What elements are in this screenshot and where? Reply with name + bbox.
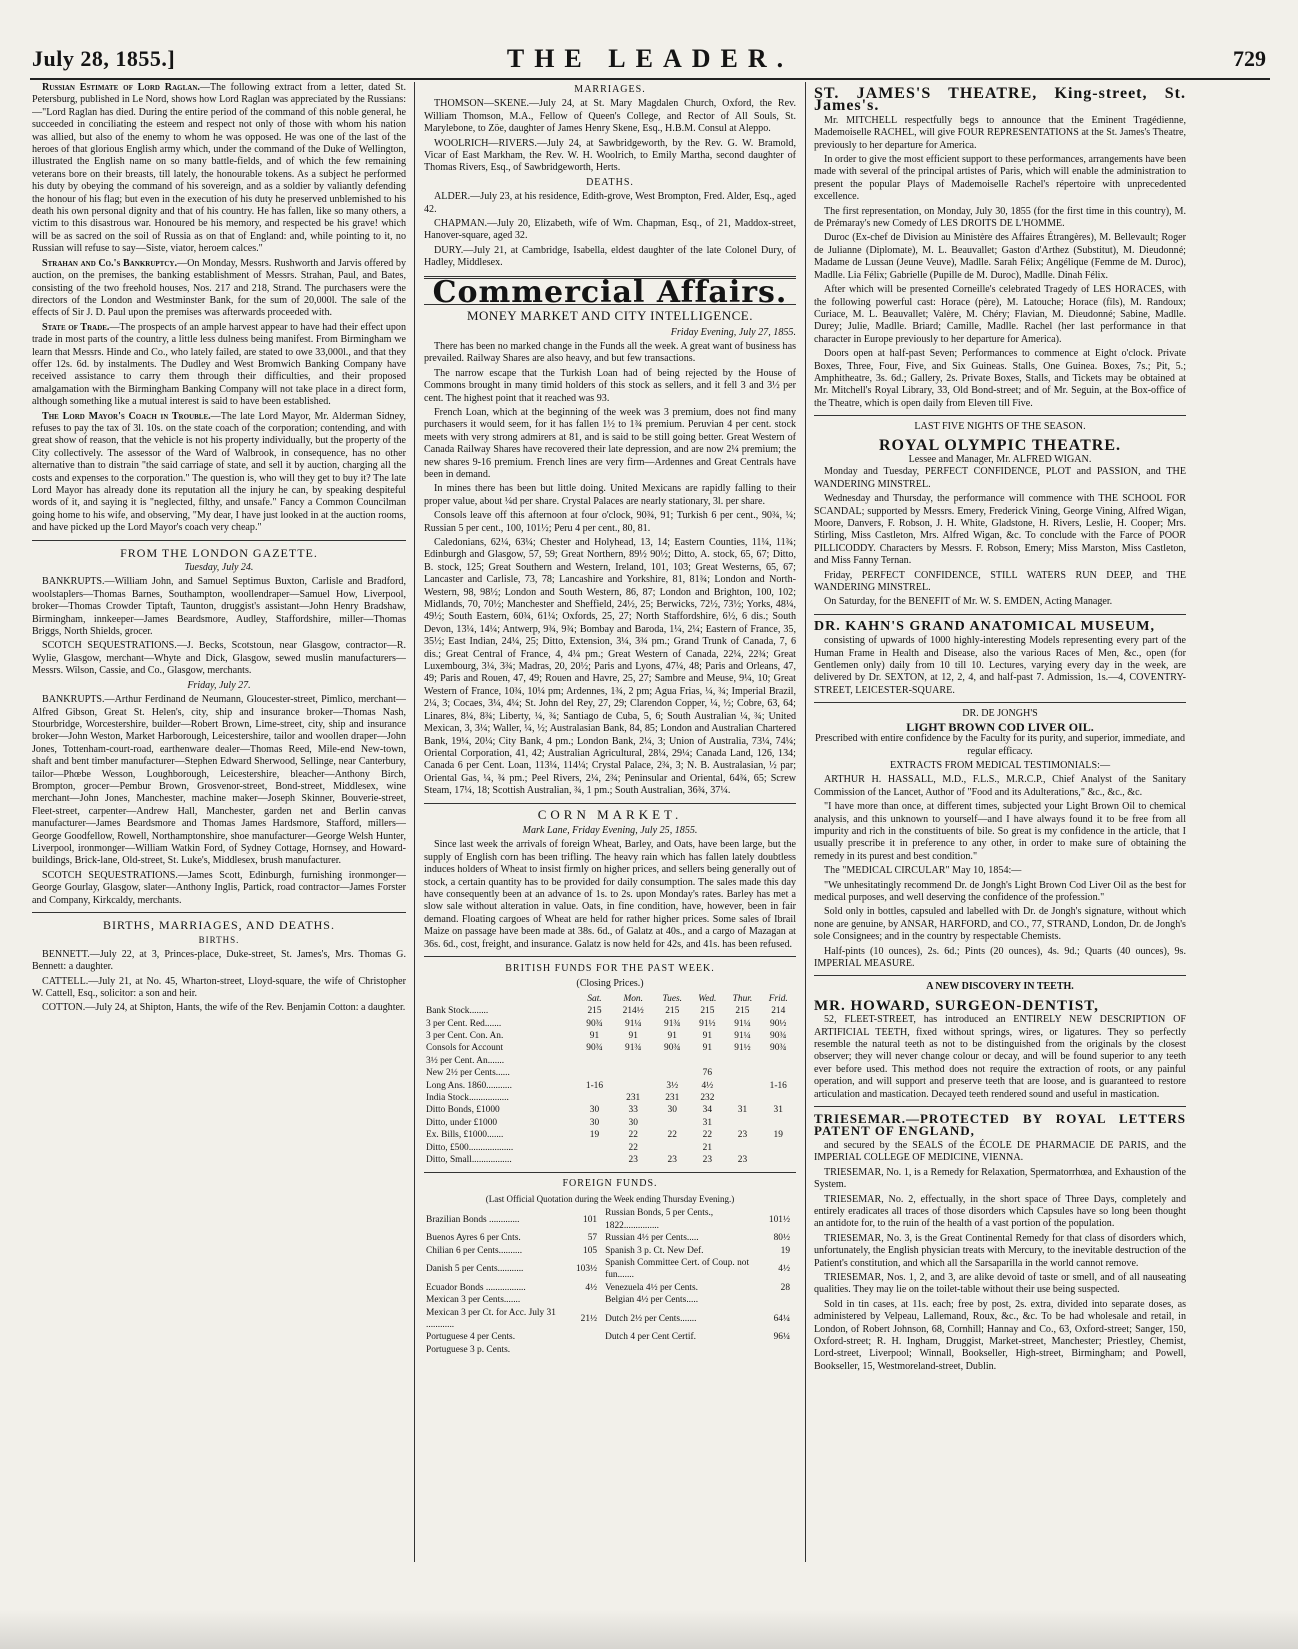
price-cell: 215 bbox=[665, 1006, 680, 1017]
price-cell bbox=[574, 1344, 603, 1356]
marriage-notice: THOMSON—SKENE.—July 24, at St. Mary Magdalen Church, Oxford, the Rev. William Thomson, M.A., Fellow of Queen's College, and Rector of All Souls, St. Marylebone, to Zöe, daughter of James Henry Skene, Esq., H.B.M. Consul at Aleppo. bbox=[424, 98, 796, 135]
ad-title: MR. HOWARD, SURGEON-DENTIST, bbox=[814, 997, 1099, 1014]
ad-text: consisting of upwards of 1000 highly-interesting Models representing every part of the Human Frame in Health and Disease, also the various Races of Men, &c., open (for Gentlemen only) daily from 10 till 10. Lectures, varying every day in the week, are delivered by Dr. SEXTON, at 12, 2, 4, and half-past 7. Admission, 1s.—4, COVENTRY-STREET, LEICESTER-SQUARE. bbox=[814, 635, 1186, 696]
fund-name-cell: India Stock................. bbox=[426, 1093, 509, 1104]
money-market-heading: MONEY MARKET AND CITY INTELLIGENCE. bbox=[466, 308, 754, 324]
ad-text: TRIESEMAR, No. 2, effectually, in the short space of Three Days, completely and entirely eradicates all traces of those disorders which Capsules have so long been thought an antidote for, to the ruin of the health of a vast portion of the population. bbox=[814, 1193, 1186, 1230]
ad-text: "We unhesitatingly recommend Dr. de Jongh's Light Brown Cod Liver Oil as the best for medical purposes, and well deserving the confidence of the profession." bbox=[814, 879, 1186, 903]
price-cell: 76 bbox=[702, 1068, 713, 1079]
british-funds-table bbox=[424, 993, 796, 1167]
table-row bbox=[424, 1142, 796, 1154]
ad-text: Wednesday and Thursday, the performance will commence with THE SCHOOL FOR SCANDAL; supported by Messrs. Emery, Frederick Vining, George Vining, Alfred Wigan, Moore, Danvers, F. Robson, J. H. White, Gladstone, H. Rivers, Leslie, H. Cooper; Mrs. Stirling, Miss Castleton, Mrs. Alfred Wigan, &c. To conclude with the Farce of POOR PILLICODDY. Characters by Messrs. F. Robson, Emery; Miss Marston, Miss Castleton, and Miss Fanny Ternan. bbox=[814, 493, 1186, 567]
fund-name-cell: Dutch 2½ per Cents....... bbox=[605, 1313, 697, 1324]
death-notice: DURY.—July 21, at Cambridge, Isabella, eldest daughter of the late Colonel Dury, of Hadley, Middlesex. bbox=[424, 244, 796, 269]
price-cell bbox=[760, 1117, 796, 1129]
ad-text: The first representation, on Monday, July 30, 1855 (for the first time in this country), M. de Prémaray's new Comedy of LES DROITS DE L'HOMME. bbox=[814, 205, 1186, 230]
price-cell: 19 bbox=[780, 1245, 790, 1256]
masthead bbox=[30, 42, 1270, 80]
table-row bbox=[424, 1092, 796, 1104]
article-body: —The following extract from a letter, dated St. Petersburg, published in Le Nord, shows how Lord Raglan was appreciated by the Russians:—"Lord Raglan has died. During the entire period of the command of this noble general, he succeeded in conciliating the esteem and respect not only of those with whom his nation was allied, but also of the enemy to whom he was opposed. He was one of the last of the heroes of that glorious English army which, under the command of the Duke of Wellington, illustrated the English name on so many battle-fields, and of which the few remaining veterans bore on their breasts, till lately, the honourable tokens. As a subject he performed his duty by obeying the command of his sovereign, and as a soldier by valiantly defending the honour of his flag; but even in the execution of his duty he preserved unblemished to his death his own personal dignity and that of his country. He has fallen, like so many others, a victim to this disastrous war. Honoured be his memory, and respected be his grave! which will be as sacred on the soil of Russia as on that of England: and, while pointing to it, no Russian will refuse to say—Siste, viator, heroem calces." bbox=[32, 82, 406, 255]
price-cell: 101 bbox=[583, 1214, 598, 1225]
price-cell: 91 bbox=[628, 1031, 638, 1042]
table-row bbox=[424, 1282, 796, 1294]
price-cell bbox=[612, 1055, 654, 1067]
price-cell: 28 bbox=[780, 1282, 790, 1293]
price-cell: 90¾ bbox=[664, 1043, 681, 1054]
price-cell: 31 bbox=[737, 1105, 748, 1116]
share-prices: Caledonians, 62¼, 63¼; Chester and Holyhead, 13, 14; Eastern Counties, 11¼, 11¾; Edinburgh and Glasgow, 57, 59; Great Northern, 89½ 90½; Ditto, A. stock, 65, 67; Ditto, B. stock, 125; Great Southern and Western, Ireland, 101, 103; Great Westerns, 65, 67; Lancaster and Carlisle, 73, 78; Lancashire and Yorkshire, 81, 81¾; London and North-Western, 98, 98½; London and South Western, 86, 87; London and Brighton, 100, 102; Midlands, 70, 70½; Manchester and Sheffield, 24½, 25; Berwicks, 72½, 73½; Yorks, 48¼, 49½; South Eastern, 60¾, 61¼; Oxfords, 25, 27; North Staffordshire, 6½, 6 dis.; South Devon, 13¼, 14¼; Antwerp, 9¾, 9¾; Bombay and Baroda, 1¼, 2¼; Eastern of France, 35, 35½; East Indian, 24¼, 25; Ditto, Extension, 3¼, 3¾ pm.; Grand Trunk of Canada, 7, 6 dis.; Great Central of France, 4, 4¼ pm.; Great Western of Canada, 22¼, 22¾; Great Luxembourg, 3¼, 3¾; Madras, 20, 20½; Paris and Lyons, 47¼, 48; Paris and Orleans, 47, 49; Paris and Rouen, 47, 49; Rouen and Havre, 25, 27; Sambre and Meuse, 9¼, 10; Great Western of France, 10¾, 10¼ pm; Ardennes, 1¾, 2 pm; Agua Frias, ¼, ¾; Imperial Brazil, 2¼, 3; Cocaes, 3¼, 4¼; St. John del Rey, 27, 29; Clarendon Copper, ¼, ½; Cobre, 63, 64; Linares, 8¼, 8¾; Liberty, ¼, ¾; Santiago de Cuba, 5, 6; South Australian ¼, ¾; United Mexican, 3, 3¼; Waller, ¼, ½; Australasian Bank, 84, 85; London and Australian Chartered Bank, 19¼, 20¼; City Bank, 4 pm.; London Bank, 2¼, 3; Union of Australia, 73¼, 74¼; Oriental Corporation, 41, 42; Australian Agricultural, 28¼, 29¼; Canada Land, 126, 134; Canada 6 per Cent. Loan, 113¼, 114¼; Crystal Palace, 2¾, 3; N. B. Australasian, ½ par; Oriental Gas, ¼, ¾ pm.; Peel Rivers, 2¼, 2¾; Peninsular and Oriental, 64¾, 65; Screw Steam, 17¼, 18; Scottish Australian, ¾, 1 pm.; South Australian, 36¾, 37¼. bbox=[424, 537, 796, 797]
section-heading: BIRTHS, MARRIAGES, AND DEATHS. bbox=[103, 918, 335, 932]
price-cell: 23 bbox=[737, 1155, 748, 1166]
price-cell: 90½ bbox=[770, 1018, 787, 1029]
british-funds-subheading: (Closing Prices.) bbox=[576, 978, 644, 990]
money-market-date: Friday Evening, July 27, 1855. bbox=[670, 326, 796, 338]
ad-text: Monday and Tuesday, PERFECT CONFIDENCE, PLOT and PASSION, and THE WANDERING MINSTREL. bbox=[814, 466, 1186, 490]
publication-title: THE LEADER. bbox=[506, 44, 794, 73]
price-cell: 22 bbox=[702, 1130, 713, 1141]
column-rule bbox=[805, 82, 806, 1562]
price-cell: 105 bbox=[583, 1245, 598, 1256]
price-cell: 4½ bbox=[585, 1282, 598, 1293]
price-cell bbox=[577, 1154, 612, 1166]
table-row bbox=[424, 1042, 796, 1054]
column-header: Mon. bbox=[623, 993, 643, 1004]
money-paragraph: The narrow escape that the Turkish Loan had of being rejected by the House of Commons brought in many timid holders of this stock as sellers, and it fell 3 and 3½ per cent. The highest point that it reached was 93. bbox=[424, 367, 796, 404]
ad-text: Mr. MITCHELL respectfully begs to announce that the Eminent Tragédienne, Mademoiselle RACHEL, will give FOUR REPRESENTATIONS at the St. James's Theatre, previously to her departure for America. bbox=[814, 114, 1186, 151]
article-strahan bbox=[32, 258, 406, 320]
price-cell: 215 bbox=[587, 1006, 602, 1017]
column-header: Sat. bbox=[587, 993, 602, 1004]
ad-text: Duroc (Ex-chef de Division au Ministère des Affaires Étrangères), M. Bellevault; Roger de Julianne (Diplomate), M. L. Beauvallet; Gaston d'Arthez (Substitut), M. Dieudonné; Madame de Lussan (Jeune Veuve), Madlle. Sarah Félix; Angélique (Femme de M. Duroc), Madlle. Lia Félix; Gabrielle (Pupille de M. Duroc), Madlle. Dinah Félix. bbox=[814, 232, 1186, 281]
table-row bbox=[424, 1067, 796, 1079]
price-cell: 23 bbox=[628, 1155, 638, 1166]
price-cell: 90¾ bbox=[586, 1018, 603, 1029]
ad-text: ARTHUR H. HASSALL, M.D., F.L.S., M.R.C.P., Chief Analyst of the Sanitary Commission of the Lancet, Author of "Food and its Adulterations," &c., &c., &c. bbox=[814, 774, 1186, 798]
fund-name-cell: Ex. Bills, £1000....... bbox=[426, 1130, 504, 1141]
price-cell bbox=[724, 1092, 760, 1104]
foreign-funds-body bbox=[424, 1207, 796, 1356]
price-cell bbox=[767, 1344, 796, 1356]
ad-text: TRIESEMAR, No. 1, is a Remedy for Relaxation, Spermatorrhœa, and Exhaustion of the System. bbox=[814, 1166, 1186, 1191]
fund-name-cell: 3½ per Cent. An....... bbox=[426, 1055, 505, 1066]
money-paragraph: In mines there has been but little doing. United Mexicans are rapidly falling to their proper value, about ¼d per share. Crystal Palaces are nearly stationary, 3l. per share. bbox=[424, 483, 796, 507]
price-cell: 1-16 bbox=[769, 1080, 787, 1091]
column-header: Wed. bbox=[698, 993, 717, 1004]
price-cell: 3½ bbox=[666, 1080, 679, 1091]
table-row bbox=[424, 1117, 796, 1129]
fund-name-cell: Ditto, under £1000 bbox=[426, 1117, 498, 1128]
ad-preheading: DR. DE JONGH'S bbox=[962, 708, 1038, 720]
table-row bbox=[424, 1307, 796, 1332]
ad-text: "I have more than once, at different times, subjected your Light Brown Oil to chemical analysis, and this unknown to yourself—and I have always found it to be free from all impurity and rich in the constituents of bile. So great is my confidence in the article, that I usually prescribe it in preference to any other, in order to make sure of obtaining the remedy in its purest and best condition." bbox=[814, 801, 1186, 862]
price-cell bbox=[724, 1142, 760, 1154]
price-cell: 231 bbox=[665, 1093, 680, 1104]
article-body: —The late Lord Mayor, Mr. Alderman Sidney, refuses to pay the tax of 3l. 10s. on the state coach of the corporation; contending, and with great show of reason, that the vehicle is not his property individually, but the property of the City collectively. The assessor of the Ward of Walbrook, in consequence, has no other alternative than to distrain "the said carriage of state, and sell it by auction, charging all the costs and expenses to the corporation." The question is, who will they get to buy it? The late Lord Mayor has already done its reputation all the injury he can, by speaking despiteful words of it, and saying it is "neglected, filthy, and unsafe." Fancy a Common Councilman going home to his wife, and observing, "My dear, I have just looked in at the auction rooms, and have picked up the Lord Mayor's coach very cheap." bbox=[32, 410, 406, 534]
british-funds-body bbox=[424, 1005, 796, 1166]
table-header-row bbox=[424, 993, 796, 1005]
price-cell: 4½ bbox=[778, 1264, 790, 1275]
price-cell: 19 bbox=[773, 1130, 783, 1141]
price-cell bbox=[577, 1055, 612, 1067]
birth-notice: CATTELL.—July 21, at No. 45, Wharton-street, Lloyd-square, the wife of Christopher W. Cattell, Esq., solicitor: a son and heir. bbox=[32, 975, 406, 1000]
price-cell: 90¾ bbox=[770, 1031, 787, 1042]
ad-text: 52, FLEET-STREET, has introduced an ENTIRELY NEW DESCRIPTION OF ARTIFICIAL TEETH, fixed without springs, wires, or ligatures. They so perfectly resemble the natural teeth as not to be distinguished from the originals by the closest observer; they will never change colour or decay, and will be found superior to any teeth ever before used. This method does not require the extraction of roots, or any painful operation, and will support and preserve teeth that are loose, and is guaranteed to restore articulation and mastication. Decayed teeth rendered sound and useful in mastication. bbox=[814, 1014, 1186, 1100]
price-cell bbox=[724, 1067, 760, 1079]
price-cell: 22 bbox=[628, 1142, 638, 1153]
price-cell bbox=[654, 1117, 690, 1129]
price-cell bbox=[577, 1067, 612, 1079]
price-cell: 22 bbox=[667, 1130, 677, 1141]
ad-text: The "MEDICAL CIRCULAR" May 10, 1854:— bbox=[824, 865, 1022, 877]
table-row bbox=[424, 1154, 796, 1166]
birth-notice: BENNETT.—July 22, at 3, Princes-place, Duke-street, St. James's, Mrs. Thomas G. Bennett: a daughter. bbox=[32, 948, 406, 973]
price-cell: 91¾ bbox=[625, 1043, 642, 1054]
article-raglan bbox=[32, 82, 406, 256]
column-1 bbox=[32, 82, 406, 1582]
price-cell bbox=[574, 1294, 603, 1306]
fund-name-cell: Consols for Account bbox=[426, 1043, 504, 1054]
price-cell bbox=[654, 1055, 690, 1067]
fund-name-cell: Russian 4½ per Cents..... bbox=[605, 1233, 699, 1244]
table-row bbox=[424, 1104, 796, 1116]
fund-name-cell: Ecuador Bonds ................. bbox=[426, 1282, 526, 1293]
price-cell: 1-16 bbox=[585, 1080, 604, 1091]
subsection-heading: MARRIAGES. bbox=[574, 84, 646, 95]
table-row bbox=[424, 1245, 796, 1257]
money-paragraph: Consols leave off this afternoon at four o'clock, 90¾, 91; Turkish 6 per cent., 90¾, ¼; Russian 5 per cent., 100, 101½; Peru 4 per cent., 80, 81. bbox=[424, 510, 796, 534]
price-cell bbox=[767, 1294, 796, 1306]
fund-name-cell: Brazilian Bonds ............. bbox=[426, 1214, 520, 1225]
price-cell: 91¼ bbox=[734, 1018, 751, 1029]
price-cell: 21 bbox=[702, 1142, 713, 1153]
price-cell: 30 bbox=[589, 1117, 600, 1128]
fund-name-cell: Danish 5 per Cents........... bbox=[426, 1264, 524, 1275]
fund-name-cell: Belgian 4½ per Cents..... bbox=[605, 1295, 699, 1306]
fund-name-cell: Portuguese 3 p. Cents. bbox=[426, 1344, 511, 1355]
price-cell: 4½ bbox=[701, 1080, 714, 1091]
corn-market-date: Mark Lane, Friday Evening, July 25, 1855. bbox=[522, 824, 698, 836]
article-trade bbox=[32, 322, 406, 409]
money-paragraph: French Loan, which at the beginning of the week was 3 premium, does not find many purchasers it would seem, for it has fallen 1½ to 1¾ premium. Peruvian 4 per cent. stock meets with very strong admirers at 81, and is said to be still going better. Great Western of Canada Railway Shares have recovered their late depression, and are now 2¼ premium; the new shares 9-16 premium. French lines are very firm—Ardennes and Great Centrals have been in demand. bbox=[424, 406, 796, 480]
article-title: Strahan and Co.'s Bankruptcy. bbox=[42, 257, 177, 269]
divider bbox=[424, 803, 796, 804]
fund-name-cell: Dutch 4 per Cent Certif. bbox=[605, 1332, 696, 1343]
price-cell bbox=[577, 1142, 612, 1154]
price-cell: 31 bbox=[773, 1105, 783, 1116]
subsection-heading: BIRTHS. bbox=[198, 935, 240, 946]
price-cell: 214½ bbox=[622, 1006, 644, 1017]
section-date: Friday, July 27. bbox=[187, 679, 251, 691]
article-lord-mayor bbox=[32, 411, 406, 535]
fund-name-cell bbox=[603, 1344, 767, 1356]
article-title: The Lord Mayor's Coach in Trouble. bbox=[42, 410, 211, 422]
divider bbox=[814, 415, 1186, 416]
price-cell bbox=[760, 1092, 796, 1104]
price-cell: 91¾ bbox=[664, 1018, 681, 1029]
price-cell: 90¾ bbox=[770, 1043, 787, 1054]
price-cell: 96¼ bbox=[773, 1332, 790, 1343]
price-cell bbox=[760, 1154, 796, 1166]
fund-name-cell: Chilian 6 per Cents.......... bbox=[426, 1245, 523, 1256]
table-row bbox=[424, 1030, 796, 1042]
subsection-heading: DEATHS. bbox=[586, 176, 634, 188]
price-cell: 215 bbox=[700, 1006, 715, 1017]
ad-text: EXTRACTS FROM MEDICAL TESTIMONIALS:— bbox=[889, 759, 1111, 771]
price-cell: 91 bbox=[702, 1031, 713, 1042]
ad-title: ROYAL OLYMPIC THEATRE. bbox=[878, 436, 1122, 454]
price-cell: 91 bbox=[589, 1031, 600, 1042]
foreign-funds-subheading: (Last Official Quotation during the Week ending Thursday Evening.) bbox=[485, 1193, 735, 1204]
price-cell: 91½ bbox=[734, 1043, 751, 1054]
table-row bbox=[424, 1207, 796, 1232]
fund-name-cell: Spanish 3 p. Ct. New Def. bbox=[605, 1245, 704, 1256]
fund-name-cell: Bank Stock........ bbox=[426, 1006, 489, 1017]
bankrupts-list: BANKRUPTS.—Arthur Ferdinand de Neumann, Gloucester-street, Pimlico, merchant—Alfred Gibson, Great St. Helen's, city, ship and insurance broker—Thomas Nash, Stourbridge, Worcestershire, builder—Robert Brown, Lime-street, city, ship and insurance broker—John Weston, Market Harborough, Leicestershire, tailor and woollen draper—John Jones, Tottenham-court-road, earthenware dealer—Thomas Reed, Mile-end New-town, shaft and bent timber manufacturer—Stephen Edward Sherwood, Sellinge, near Canterbury, tailor—Phœbe Wesson, Loughborough, Leicestershire, bleacher—Anthony Birch, Brompton, grocer—Pembur Brown, Grosvenor-street, Bond-street, Middlesex, wine merchant—John Jones, Manchester, machine maker—Joseph Skinner, Bouverie-street, Fleet-street, carpenter—Andrew Hall, Manchester, garden net and Berlin canvas manufacturer—James Beardsmore and Thomas James Hardsmore, Stafford, millers—George Goodfellow, Rowell, Northamptonshire, shoe manufacturer—George Welsh Hunter, Liverpool, ironmonger—William Watkin Ford, of Sydney Cottage, Hornsey, and Howard-buildings, Brick-lane, Old-street, St. Luke's, Middlesex, brush manufacturer. bbox=[32, 694, 406, 867]
fund-name-cell: Mexican 3 per Cents....... bbox=[426, 1295, 521, 1306]
divider bbox=[814, 702, 1186, 703]
table-row bbox=[424, 1257, 796, 1282]
price-cell: 91 bbox=[667, 1031, 677, 1042]
table-row bbox=[424, 1344, 796, 1356]
ad-text: Sold only in bottles, capsuled and labelled with Dr. de Jongh's signature, without which none are genuine, by ANSAR, HARFORD, and CO., 77, STRAND, London, Dr. de Jongh's sole Consignees; and in the country by respectable Chemists. bbox=[814, 906, 1186, 943]
price-cell bbox=[760, 1067, 796, 1079]
table-row bbox=[424, 1018, 796, 1030]
price-cell: 57 bbox=[587, 1233, 598, 1244]
ad-text: Sold in tin cases, at 11s. each; free by post, 2s. extra, divided into separate doses, as administered by Velpeau, Lallemand, Roux, &c., &c. To be had wholesale and retail, in London, of Robert Johnson, 68, Cornhill; Hannay and Co., 63, Oxford-street; Sanger, 150, Oxford-street; R. H. Ingham, Druggist, Market-street, Manchester; Priestley, Chemist, Lord-street, Liverpool; Winnall, Bookseller, High-street, Birmingham; and Powell, Bookseller, 15, Westmoreland-street, Dublin. bbox=[814, 1298, 1186, 1372]
price-cell: 22 bbox=[628, 1130, 638, 1141]
ad-preheading: A NEW DISCOVERY IN TEETH. bbox=[926, 981, 1074, 993]
fund-name-cell: Ditto Bonds, £1000 bbox=[426, 1105, 500, 1116]
price-cell: 91½ bbox=[699, 1018, 716, 1029]
article-body: —On Monday, Messrs. Rushworth and Jarvis offered by auction, on the premises, the banking establishment of Messrs. Strahan, Paul, and Bates, consisting of the two freehold houses, Nos. 217 and 218, Strand. The purchasers were the directors of the London and Westminster Bank, for the sum of 20,000l. The sale of the effects of Sir J. D. Paul upon the premises was afterwards proceeded with. bbox=[32, 257, 406, 319]
price-cell bbox=[760, 1142, 796, 1154]
ad-title: ST. JAMES'S THEATRE, King-street, St. James's. bbox=[814, 85, 1186, 115]
corn-market-heading: CORN MARKET. bbox=[537, 806, 683, 822]
foreign-funds-heading: FOREIGN FUNDS. bbox=[562, 1177, 658, 1189]
fund-name-cell: Venezuela 4½ per Cents. bbox=[605, 1282, 699, 1293]
price-cell: 91¼ bbox=[734, 1031, 751, 1042]
fund-name-cell: Ditto, £500................... bbox=[426, 1142, 514, 1153]
price-cell bbox=[577, 1092, 612, 1104]
price-cell: 30 bbox=[628, 1117, 638, 1128]
price-cell: 103½ bbox=[575, 1264, 598, 1275]
price-cell: 19 bbox=[589, 1130, 600, 1141]
ad-text: Doors open at half-past Seven; Performances to commence at Eight o'clock. Private Boxes, Three, Four, Five, and Six Guineas. Stalls, One Guinea. Boxes, 7s.; Pit, 5.; Amphitheatre, 3s. 6d.; Gallery, 2s. Private Boxes, Stalls, and Tickets may be obtained at Mr. Mitchell's Royal Library, 33, Old Bond-street; and of Mr. Seguin, at the Box-office of the Theatre, which is open daily from Eleven till Five. bbox=[814, 348, 1186, 409]
ad-text: and secured by the SEALS of the ÉCOLE DE PHARMACIE DE PARIS, and the IMPERIAL COLLEGE OF MEDICINE, VIENNA. bbox=[814, 1139, 1186, 1164]
price-cell: 30 bbox=[667, 1105, 677, 1116]
price-cell: 91 bbox=[702, 1043, 713, 1054]
table-row bbox=[424, 1005, 796, 1017]
marriage-notice: WOOLRICH—RIVERS.—July 24, at Sawbridgeworth, by the Rev. G. W. Bramold, Vicar of East Markham, the Rev. W. H. Woolrich, to Emily Martha, second daughter of Thomas Rivers, Esq., of Sawbridgeworth, Herts. bbox=[424, 137, 796, 174]
price-cell bbox=[760, 1055, 796, 1067]
ad-text: In order to give the most efficient support to these performances, arrangements have been made with several of the principal artistes of Paris, which will enable the administration to present the popular Plays of Mademoiselle Rachel's répertoire with unprecedented excellence. bbox=[814, 154, 1186, 203]
foreign-funds-table bbox=[424, 1207, 796, 1356]
fund-name-cell: Russian Bonds, 5 per Cents., 1822............... bbox=[605, 1208, 714, 1231]
section-heading: FROM THE LONDON GAZETTE. bbox=[120, 545, 318, 560]
price-cell bbox=[690, 1055, 724, 1067]
fund-name-cell: 3 per Cent. Red....... bbox=[426, 1018, 502, 1029]
column-header: Thur. bbox=[732, 993, 753, 1004]
price-cell: 101½ bbox=[768, 1214, 790, 1225]
table-row bbox=[424, 1055, 796, 1067]
price-cell: 80½ bbox=[773, 1233, 790, 1244]
price-cell bbox=[724, 1080, 760, 1092]
column-2 bbox=[424, 82, 796, 1582]
ad-text: Prescribed with entire confidence by the Faculty for its purity, and superior, immediate, and regular efficacy. bbox=[814, 733, 1186, 757]
table-row bbox=[424, 1294, 796, 1306]
fund-name-cell: Mexican 3 per Ct. for Acc. July 31 ............ bbox=[426, 1307, 556, 1330]
divider bbox=[814, 1106, 1186, 1107]
table-row bbox=[424, 1331, 796, 1343]
ad-text: Lessee and Manager, Mr. ALFRED WIGAN. bbox=[908, 453, 1092, 465]
price-cell: 64¼ bbox=[773, 1313, 790, 1324]
price-cell bbox=[654, 1142, 690, 1154]
ad-text: After which will be presented Corneille's celebrated Tragedy of LES HORACES, with the following powerful cast: Horace (père), M. Latouche; Horace (fils), M. Randoux; Curiace, M. L. Beauvallet; Valère, M. Chéry; Flavian, M. Dieudonné; Sabine, Madlle. Durey; Julie, Madlle. Briard; Camille, Madlle. Rachel (her last performance in that character in Europe previously to her departure for America). bbox=[814, 284, 1186, 345]
death-notice: ALDER.—July 23, at his residence, Edith-grove, West Brompton, Fred. Alder, Esq., aged 42. bbox=[424, 191, 796, 215]
sequestrations-list: SCOTCH SEQUESTRATIONS.—James Scott, Edinburgh, furnishing ironmonger—George Gourlay, Glasgow, slater—Anthony Inglis, Partick, road contractor—James Forster and Company, Kirkcaldy, merchants. bbox=[32, 869, 406, 906]
column-3 bbox=[814, 82, 1186, 1582]
divider bbox=[424, 1172, 796, 1173]
fund-name-cell: 3 per Cent. Con. An. bbox=[426, 1031, 504, 1042]
divider bbox=[32, 912, 406, 913]
fund-name-cell: New 2½ per Cents...... bbox=[426, 1068, 510, 1079]
divider bbox=[814, 614, 1186, 615]
fund-name-cell: Spanish Committee Cert. of Coup. not fun....... bbox=[605, 1257, 750, 1281]
column-header: Frid. bbox=[768, 993, 788, 1004]
price-cell bbox=[612, 1067, 654, 1079]
article-title: Russian Estimate of Lord Raglan. bbox=[42, 82, 200, 93]
price-cell: 34 bbox=[702, 1105, 713, 1116]
corn-report: Since last week the arrivals of foreign Wheat, Barley, and Oats, have been large, but the supply of English corn has been trifling. The heavy rain which has fallen lately doubtless induces holders of Wheat to insist firmly on higher prices, and sellers being generally out of stock, a certain quantity has to be provided for daily consumption. The sales made this day have consequently been at an advance of 1s. to 2s. upon Monday's rates. Barley has met a slow sale without alteration in value. Oats, in fine condition, have, however, been in fair demand. Floating cargoes of Wheat are held for rather higher prices. Some sales of Ibrail Maize on passage have been made at 38s. 6d., of Galatz at 40s., and a cargo of Mazagan at 36s. 6d., cost, freight, and insurance. Galatz is now held for 42s, and 41s. has been refused. bbox=[424, 839, 796, 950]
fund-name-cell: Buenos Ayres 6 per Cnts. bbox=[426, 1233, 521, 1244]
article-body: —The prospects of an ample harvest appear to have had their effect upon trade in most parts of the country, a little less dulness being manifest. From Birmingham we learn that Messrs. Hinde and Co., who lately failed, are stated to owe 33,000l., and that they offer 12s. 6d. by instalments. The Dudley and West Bromwich Banking Company have received assistance to carry them through their difficulties, and their proposed amalgamation with the Birmingham Banking Company will not take place in a direct form, although something like a mutual interest is said to have been established. bbox=[32, 321, 406, 408]
table-row bbox=[424, 1232, 796, 1244]
column-rule bbox=[414, 82, 415, 1562]
british-funds-heading: BRITISH FUNDS FOR THE PAST WEEK. bbox=[505, 963, 715, 974]
ad-text: TRIESEMAR, No. 3, is the Great Continental Remedy for that class of disorders which, unfortunately, the English physician treats with Mercury, to the inevitable destruction of the Patient's constitution, and which all the Sarsaparilla in the world cannot remove. bbox=[814, 1232, 1186, 1269]
ad-text: Half-pints (10 ounces), 2s. 6d.; Pints (20 ounces), 4s. 9d.; Quarts (40 ounces), 9s. IMPERIAL MEASURE. bbox=[814, 945, 1186, 969]
page-shadow bbox=[0, 1609, 1298, 1649]
ad-text: Friday, PERFECT CONFIDENCE, STILL WATERS RUN DEEP, and THE WANDERING MINSTREL. bbox=[814, 569, 1186, 594]
price-cell bbox=[574, 1331, 603, 1343]
price-cell: 215 bbox=[735, 1006, 750, 1017]
divider bbox=[32, 540, 406, 541]
commercial-heading: Commercial Affairs. bbox=[432, 274, 788, 310]
fund-name-cell: Long Ans. 1860........... bbox=[426, 1080, 512, 1091]
ad-title: LIGHT BROWN COD LIVER OIL. bbox=[906, 719, 1094, 734]
money-paragraph: There has been no marked change in the Funds all the week. A great want of business has prevailed. Railway Shares are also heavy, and but few transactions. bbox=[424, 340, 796, 365]
price-cell: 30 bbox=[589, 1105, 600, 1116]
ad-preheading: LAST FIVE NIGHTS OF THE SEASON. bbox=[914, 421, 1086, 433]
fund-name-cell: Portuguese 4 per Cents. bbox=[426, 1332, 516, 1343]
divider bbox=[814, 975, 1186, 976]
divider bbox=[424, 956, 796, 957]
price-cell: 232 bbox=[700, 1093, 715, 1104]
price-cell: 23 bbox=[737, 1130, 748, 1141]
ad-title: DR. KAHN'S GRAND ANATOMICAL MUSEUM, bbox=[814, 618, 1155, 634]
price-cell bbox=[724, 1117, 760, 1129]
article-title: State of Trade. bbox=[42, 321, 110, 333]
table-row bbox=[424, 1129, 796, 1141]
ad-heading bbox=[814, 85, 1186, 115]
ad-text: TRIESEMAR, Nos. 1, 2, and 3, are alike devoid of taste or smell, and of all nauseating qualities. They may lie on the toilet-table without their use being suspected. bbox=[814, 1271, 1186, 1296]
page-number: 729 bbox=[1233, 46, 1266, 71]
column-header bbox=[424, 993, 577, 1005]
price-cell: 90¾ bbox=[586, 1043, 603, 1054]
price-cell bbox=[724, 1055, 760, 1067]
death-notice: CHAPMAN.—July 20, Elizabeth, wife of Wm. Chapman, Esq., of 21, Maddox-street, Hanover-square, aged 32. bbox=[424, 218, 796, 242]
price-cell: 231 bbox=[626, 1093, 641, 1104]
ad-title: TRIESEMAR.—PROTECTED BY ROYAL LETTERS PATENT OF ENGLAND, bbox=[814, 1111, 1186, 1139]
table-row bbox=[424, 1080, 796, 1092]
price-cell: 23 bbox=[702, 1155, 713, 1166]
issue-date: July 28, 1855.] bbox=[32, 46, 176, 71]
bankrupts-list: BANKRUPTS.—William John, and Samuel Septimus Buxton, Carlisle and Bradford, woolstaplers—Thomas Barnes, Southampton, woollendraper—Samuel How, Liverpool, broker—Thomas Crowder Tiptaft, Taunton, druggist's assistant—John Henry Bradshaw, Birmingham, innkeeper—James Beardsmore, Audley, Staffordshire, miller—Thomas Briggs, North Shields, grocer. bbox=[32, 576, 406, 638]
ad-text: On Saturday, for the BENEFIT of Mr. W. S. EMDEN, Acting Manager. bbox=[824, 596, 1113, 608]
price-cell: 21½ bbox=[580, 1313, 598, 1324]
price-cell: 33 bbox=[628, 1105, 638, 1116]
price-cell: 23 bbox=[667, 1155, 677, 1166]
price-cell: 91¼ bbox=[625, 1018, 642, 1029]
fund-name-cell: Ditto, Small................. bbox=[426, 1155, 512, 1166]
price-cell bbox=[612, 1080, 654, 1092]
section-date: Tuesday, July 24. bbox=[184, 562, 254, 574]
price-cell: 31 bbox=[702, 1117, 713, 1128]
sequestrations-list: SCOTCH SEQUESTRATIONS.—J. Becks, Scotstoun, near Glasgow, contractor—R. Wylie, Glasgow, merchant—Whyte and Dick, Glasgow, sewed muslin manufacturers—Messrs. Wilson, Cassie, and Co., Glasgow, merchants. bbox=[32, 640, 406, 677]
price-cell bbox=[654, 1067, 690, 1079]
birth-notice: COTTON.—July 24, at Shipton, Hants, the wife of the Rev. Benjamin Cotton: a daughter. bbox=[42, 1002, 406, 1014]
price-cell: 214 bbox=[771, 1006, 786, 1017]
column-header: Tues. bbox=[662, 993, 682, 1004]
